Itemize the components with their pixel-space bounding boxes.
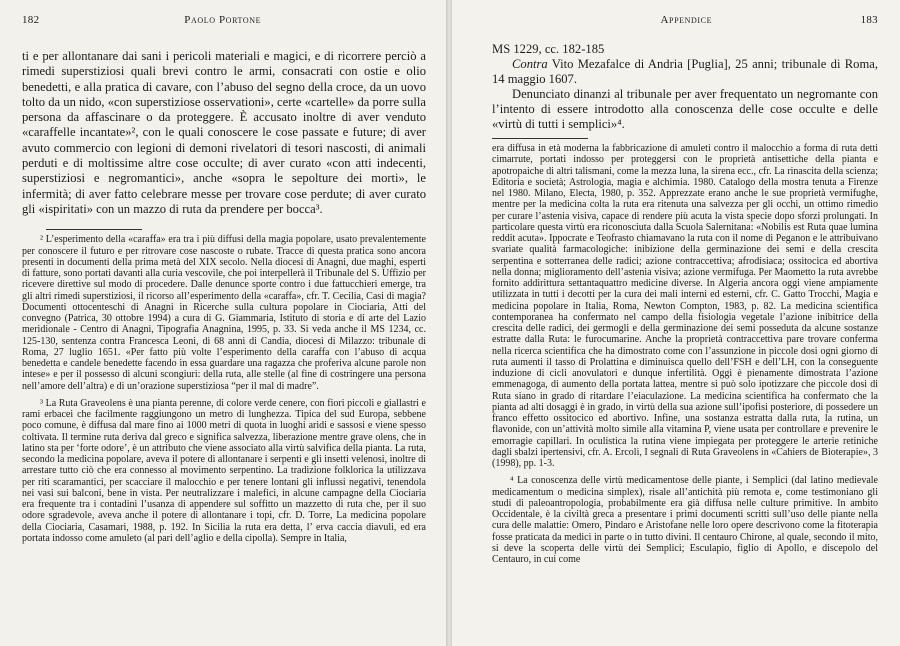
ms-party-rest: Vito Mezafalce di Andria [Puglia], 25 anni; tribunale di Roma, 14 maggio 1607.: [492, 57, 878, 86]
running-head-section: Appendice: [660, 14, 713, 26]
ms-reference: MS 1229, cc. 182-185: [492, 42, 605, 56]
footnote-2: ² L’esperimento della «caraffa» era tra i più diffusi della magia popolare, usato prevalentemente per conoscere il futuro e per ritrovare cose nascoste o rubate. Tracce di questa pratica sono ancora presenti in documenti della prima metà del XIX secolo. Nella diocesi di Anagni, due maghi, esperti di fatture, sono portati davanti alla curia vescovile, che poi interpellerà il Tribunale del S. Uffizio per ricevere direttive sul modo di procedere. Dalle denunce sporte contro i due fattucchieri emerge, tra gli altri rimedi superstiziosi, il ricorso all’esperimento della «caraffa», cfr. T. Cecilia, Casi di magia? Documenti ottocenteschi di Anagni in Ricerche sulla cultura popolare in Ciociaria, Atti del convegno (Patrica, 30 ottobre 1994) a cura di G. Giammaria, Istituto di storia e di arte del Lazio meridionale - Centro di Anagni, Tipografia Anagnina, 1995, p. 33. Si veda anche il MS 1234, cc. 125-130, sentenza contra Francesca Leoni, di 68 anni di Candia, diocesi di Milazzo: tribunale di Roma, 27 luglio 1651. «Per fatto più volte l’esperimento della caraffa con l’abuso di acqua benedetta e candele benedette facendo in essa guardare una ragazza che proferiva alcune parole non intese» e per il possesso di alcuni scongiuri: della ruta, alle stelle (al fine di costringere una persona nell’amore dell’altra) e di un’orazione superstiziosa “per il mal di madre”.: [22, 234, 426, 392]
left-footnotes: [22, 234, 426, 544]
manuscript-entry: [492, 42, 878, 132]
ms-summary: Denunciato dinanzi al tribunale per aver frequentato un negromante con l’intento di essere introdotto alla conoscenza delle cose occulte e delle «virtù di tutti i semplici»⁴.: [492, 87, 878, 131]
right-page: [452, 0, 900, 646]
ms-party-prefix: Contra: [512, 57, 548, 71]
left-body-text: [22, 49, 426, 217]
running-header-right: [492, 14, 878, 32]
ms-party: [492, 57, 878, 87]
page-number-right: 183: [860, 14, 878, 26]
body-paragraph: ti e per allontanare dai sani i pericoli materiali e magici, e di ricorrere perciò a rimedi superstiziosi quali brevi contro le armi, consacrati con ostie e olio benedetti, e alla pratica di cavare, con l’abuso del segno della croce, da un uovo tolto da un nido, «con superstiziose osservationi», certe «cartelle» da porre sulla persona da affascinare o da proteggere. È accusato inoltre di aver venduto «caraffelle incantate»², con le quali conoscere le cose passate e future; di aver avuto commercio con legioni di demoni rivelatori di tesori nascosti, di animali perduti e di moltissime altre cose occulte; di aver curato «con atti indecenti, superstiziosi e negromantici», anche «sopra le sepolture dei morti», le infermità; di aver fatto celebrare messe per trovare cose perdute; di aver curato gli «ispiritati» con un mazzo di ruta da prendere per bocca³.: [22, 49, 426, 216]
footnote-3-continued: era diffusa in età moderna la fabbricazione di amuleti contro il malocchio a forma di ruta detti cimarrute, portati indosso per proteggersi con le proprietà antisettiche della pianta e apotropaiche di altri talismani, come la mezza luna, la sirena ecc., cfr. La rinascita della scienza; Editoria e società; Astrologia, magia e alchimia. 1980. Catalogo della mostra tenuta a Firenze nel 1980. Milano, Electa, 1980, p. 352. Apprezzate erano anche le sue proprietà vermifughe, mentre per la medicina colta la ruta era ritenuta una salvezza per gli occhi, un ottimo rimedio per curare l’astenia visiva, capace di rendere più acuta la vista specie dopo sforzi prolungati. In particolare questa virtù era riconosciuta dalla Scuola Salernitana: «Nobilis est Ruta quae lumina reddit acuta». Ippocrate e Teofrasto chiamavano la ruta con il nome di Peganon e le attribuivano svariate qualità farmacologiche: inibizione della germinazione dei semi e della crescita serpentina e sotterranea delle radici; azione contraccettiva; afrodisiaca; ossitocica ed abortiva nella donna; miglioramento dell’astenia visiva; azione vermifuga. Per Maometto la ruta avrebbe fornito addirittura settantaquattro medicine diverse. In Algeria ancora oggi viene ampiamente utilizzata in tutti i decotti per la cura dei mali interni ed esterni, cfr. C. Gatto Trocchi, Magia e medicina popolare in Italia, Roma, Newton Compton, 1983, p. 82. La medicina scientifica contemporanea ha confermato nel campo della fisiologia vegetale l’azione inibitrice della crescita delle radici, dei germogli e della germinazione dei semi posseduta da alcune sostanze estratte dalla Ruta: le furocumarine. Anche la proprietà contraccettiva pare trovare conferma nella ricerca scientifica che ha dimostrato come con l’assunzione in piccole dosi ogni giorno di ruta aumenti il tasso di Prolattina e diminuisca quello dell’FSH e dell’LH, con la conseguente induzione di cicli anovulatori e dunque infertilità. Oggi è pienamente dimostrata l’azione emmenagoga, di aumento della portata lattea, mentre si può solo ipotizzare che piccole dosi di Ruta siano in grado di ritardare l’eiaculazione. La medicina scientifica ha confermato che la pianta ad alti dosaggi è in grado, in virtù della sua azione sull’ipofisi posteriore, di possedere un franco effetto ossitocico ed abortìvo. Infine, una sostanza estratta dalla ruta, la rutina, un flavonide, con un’attività molto simile alla vitamina P, viene usata per controllare e prevenire le emorragie capillari. In oculistica la rutina viene impiegata per proteggere le arterie retiniche dagli sbalzi ipertensivi, cfr. A. Ercoli, I segnali di Ruta Graveolens in «Cahiers de Bioterapie», 3 (1998), pp. 1-3.: [492, 143, 878, 469]
running-head-author: Paolo Portone: [184, 14, 262, 26]
right-footnotes: [492, 143, 878, 565]
page-number-left: 182: [22, 14, 40, 26]
footnote-rule-right: [492, 138, 588, 139]
footnote-rule-left: [46, 229, 142, 230]
running-header-left: [22, 14, 426, 32]
left-page: [0, 0, 446, 646]
footnote-3: ³ La Ruta Graveolens è una pianta perenne, di colore verde cenere, con fiori piccoli e giallastri e rami erbacei che facilmente raggiungono un metro di lunghezza. Tipica del sud Europa, sebbene poco comune, è diffusa dal mare fino ai 1000 metri di quota in luoghi aridi e sassosi e viene spesso coltivata. Il termine ruta deriva dal greco e significa salvezza, liberazione mentre grave olens, che in latino sta per ‘forte odore’, è un attributo che viene associato alla virtù salvifica della pianta. La ruta, secondo la medicina popolare, aveva il potere di allontanare i serpenti e gli insetti velenosi, inoltre di arrestare tutto ciò che era connesso al movimento serpentino. La tradizione folklorica la utilizzava per riti scaramantici, per scacciare il malocchio e per tenere lontani gli influssi negativi, tenendola nei vasi sui balconi, bene in vista. Per neutralizzare i malefici, in alcune campagne della Ciociaria era frequente tra i contadini l’usanza di appendere sul soffitto un mazzetto di ruta che, per il suo odore sgradevole, aveva anche il potere di allontanare i topi, cfr. D. Torre, La medicina popolare della Ciociaria, Casamari, 1988, p. 192. In Sicilia la ruta era detta, l’ erva caccia diavuli, ed era portata indosso come amuleto (al pari dell’aglio e della cipolla). Sempre in Italia,: [22, 397, 426, 544]
footnote-4: ⁴ La conoscenza delle virtù medicamentose delle piante, i Semplici (dal latino medievale medicamentum o medicina simplex), risale all’antichità più remota e, come testimoniano gli studi di paleoantropologia, probabilmente era già diffusa nelle culture primitive. In ambito Occidentale, è la civiltà greca a presentare i primi documenti scritti sull’uso delle piante nella cura delle malattie: Omero, Pindaro e Aristofane nelle loro opere descrivono come la fitoterapia fosse praticata da medici in parte o in tutto divini. Il centauro Chirone, al quale, secondo il mito, si deve la scoperta delle virtù dei Semplici; Esculapio, figlio di Apollo, e discepolo del Centauro, in cui come: [492, 475, 878, 565]
